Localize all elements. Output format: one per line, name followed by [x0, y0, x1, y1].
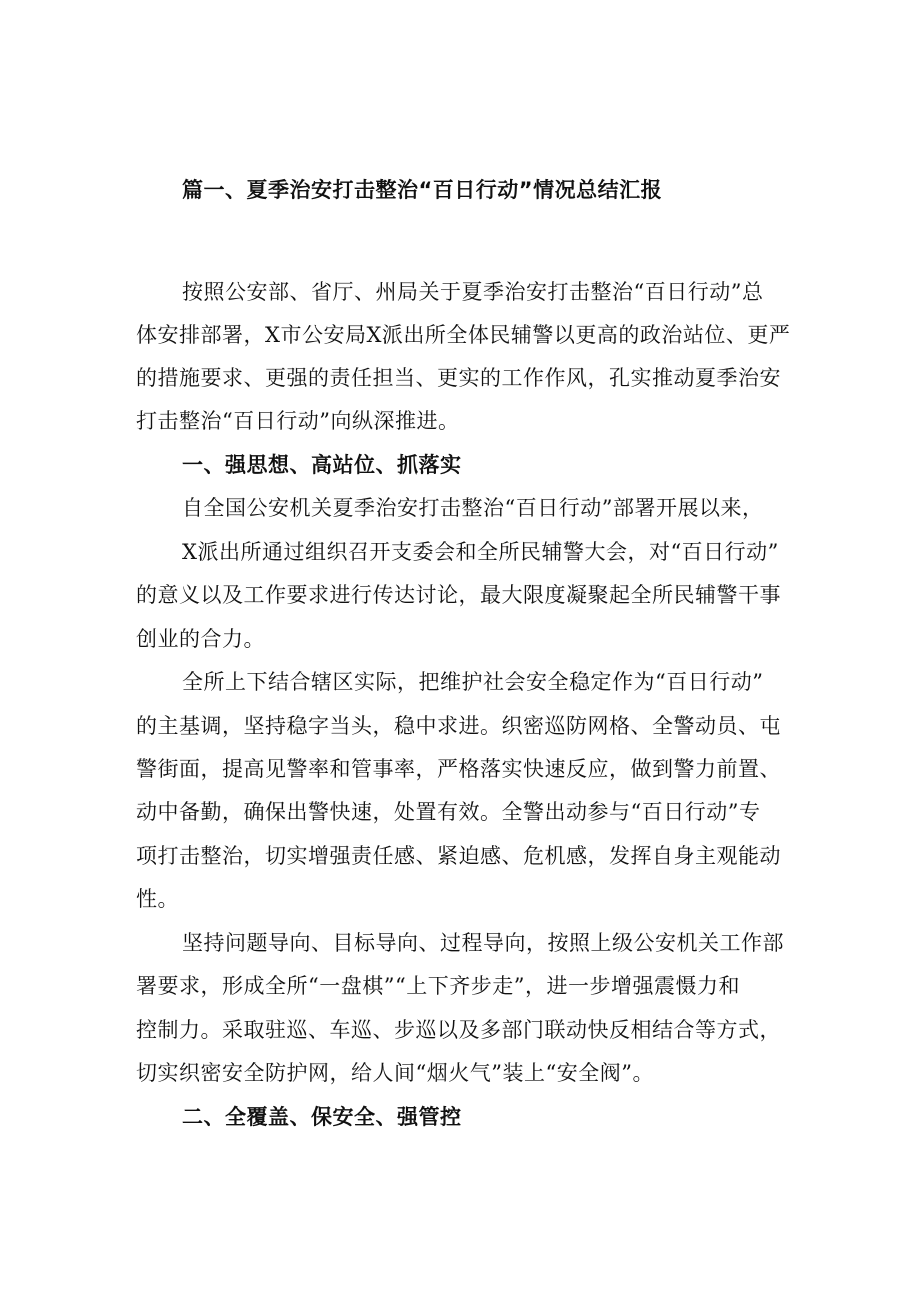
intro-line-2: 体安排部署，X市公安局X派出所全体民辅警以更高的政治站位、更严 [136, 323, 791, 347]
section1-heading: 一、强思想、高站位、抓落实 [182, 453, 462, 477]
section1-p2-line-6: 性。 [136, 887, 179, 911]
intro-line-1: 按照公安部、省厅、州局关于夏季治安打击整治“百日行动”总 [182, 280, 764, 304]
section1-p1-line-4: 创业的合力。 [136, 627, 265, 651]
section1-p2-line-3: 警街面，提高见警率和管事率，严格落实快速反应，做到警力前置、 [136, 757, 781, 781]
section1-p2-line-4: 动中备勤，确保出警快速，处置有效。全警出动参与“百日行动”专 [136, 800, 761, 824]
section1-p2-line-1: 全所上下结合辖区实际，把维护社会安全稳定作为“百日行动” [182, 670, 764, 694]
section1-p3-line-1: 坚持问题导向、目标导向、过程导向，按照上级公安机关工作部 [182, 931, 784, 955]
section2-heading: 二、全覆盖、保安全、强管控 [182, 1105, 462, 1129]
section1-p2-line-2: 的主基调，坚持稳字当头，稳中求进。织密巡防网格、全警动员、屯 [136, 714, 781, 738]
section1-p3-line-2: 署要求，形成全所“一盘棋”“上下齐步走”，进一步增强震慑力和 [136, 974, 740, 998]
document-title: 篇一、夏季治安打击整治“百日行动”情况总结汇报 [182, 178, 663, 202]
section1-p1-line-2: X派出所通过组织召开支委会和全所民辅警大会，对“百日行动” [182, 540, 779, 564]
section1-p2-line-5: 项打击整治，切实增强责任感、紧迫感、危机感，发挥自身主观能动 [136, 844, 781, 868]
intro-line-3: 的措施要求、更强的责任担当、更实的工作作风，孔实推动夏季治安 [136, 366, 781, 390]
section1-p3-line-4: 切实织密安全防护网，给人间“烟火气”装上“安全阀”。 [136, 1061, 654, 1085]
section1-p1-line-3: 的意义以及工作要求进行传达讨论，最大限度凝聚起全所民辅警干事 [136, 583, 781, 607]
section1-p1-line-1: 自全国公安机关夏季治安打击整治“百日行动”部署开展以来， [182, 496, 764, 520]
intro-line-4: 打击整治“百日行动”向纵深推进。 [136, 409, 460, 433]
section1-p3-line-3: 控制力。采取驻巡、车巡、步巡以及多部门联动快反相结合等方式， [136, 1018, 781, 1042]
